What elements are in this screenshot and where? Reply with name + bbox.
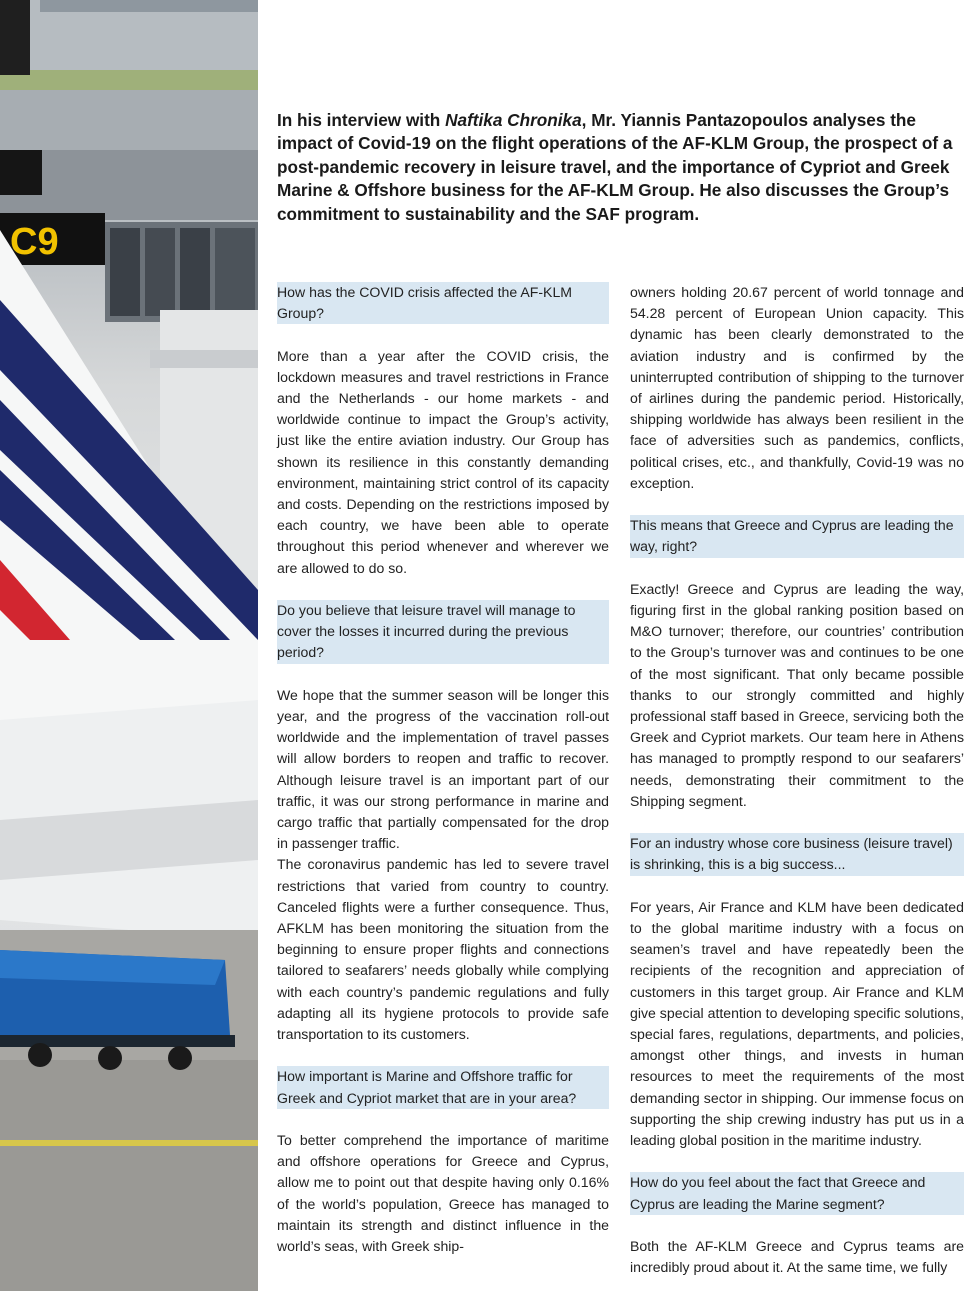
question-leisure-travel: Do you believe that leisure travel will manage to cover the losses it incurred during the previous period? [277,600,609,664]
gate-sign-label: C9 [10,221,59,263]
intro-publication-name: Naftika Chronika [445,110,582,130]
question-covid-impact: How has the COVID crisis affected the AF-KLM Group? [277,282,609,324]
answer-covid-impact: More than a year after the COVID crisis, the lockdown measures and travel restrictions in France and the Netherlands - our home markets - and worldwide continue to impact the Group’s activity, just like the entire aviation industry. Our Group has shown its resilience in this constantly demanding environment, maintaining strict control of its capacity and costs. Depending on the restrictions imposed by each country, we have been able to operate throughout this period whenever and wherever we are allowed to do so. [277,347,609,576]
question-leading-the-way: This means that Greece and Cyprus are leading the way, right? [630,515,964,557]
right-column [630,282,964,1278]
intro-text-rest: , Mr. Yiannis Pantazopoulos analyses the impact of Covid-19 on the flight operations of the AF-KLM Group, the prospect of a post-pandemic recovery in leisure travel, and the importance of Cypriot and Greek Marine & Offshore business for the AF-KLM Group. He also discusses the Group’s commitment to sustainability and the SAF program. [277,110,953,224]
answer-leisure-travel-part2: The coronavirus pandemic has led to severe travel restrictions that varied from country to country. Canceled flights were a further consequence. Thus, AFKLM has been monitoring the situation from the beginning to ensure proper flights and connections tailored to seafarers’ needs globally while complying with each country’s pandemic regulations and fully adapting all its hygiene protocols to provide safe transportation to its customers. [277,856,609,1043]
answer-leading-the-way: Exactly! Greece and Cyprus are leading the way, figuring first in the global ranking position based on M&O turnover; therefore, our countries’ contribution to the Group’s turnover was and continues to be one of the most significant. That only became possible thanks to our strongly committed and highly professional staff based in Greece, servicing both the Greek and Cypriot markets. Our team here in Athens has managed to promptly respond to our seafarers’ needs, demonstrating their commitment to the Shipping segment. [630,580,964,809]
question-big-success: For an industry whose core business (leisure travel) is shrinking, this is a big success... [630,833,964,875]
article-intro [277,109,957,226]
intro-text-start: In his interview with [277,110,446,130]
question-marine-offshore: How important is Marine and Offshore traffic for Greek and Cypriot market that are in your area? [277,1066,609,1108]
answer-big-success: For years, Air France and KLM have been dedicated to the global maritime industry with a focus on seamen’s travel and have repeatedly been the recipients of the recognition and appreciation of customers in this target group. Air France and KLM give special attention to developing specific solutions, special fares, regulations, departments, and policies, amongst other things, and invests in human resources to meet the requirements of the most demanding sector in shipping. Our immense focus on supporting the ship crewing industry has put us in a leading global position in the maritime industry. [630,898,964,1149]
answer-leisure-travel-part1: We hope that the summer season will be longer this year, and the progress of the vaccination roll-out worldwide and the implementation of travel passes will allow borders to reopen and traffic to recover. Although leisure travel is an important part of our traffic, it was our strong performance in marine and cargo traffic that partially compensated for the drop in passenger traffic. [277,686,609,852]
aircraft-photo [0,0,258,1291]
answer-marine-segment: Both the AF-KLM Greece and Cyprus teams are incredibly proud about it. At the same time, we fully [630,1238,964,1276]
airport-scene-illustration [0,0,258,1291]
answer-marine-offshore-continued: owners holding 20.67 percent of world tonnage and 54.28 percent of European Union capacity. This dynamic has been clearly demonstrated to the aviation industry and is confirmed by the uninterrupted contribution of shipping to the turnover of airlines during the pandemic period. Historically, shipping worldwide has always been resilient in the face of adversities such as pandemics, conflicts, political crises, etc., and thankfully, Covid-19 was no exception. [630,284,964,491]
question-marine-segment: How do you feel about the fact that Greece and Cyprus are leading the Marine segment? [630,1172,964,1214]
left-column [277,282,609,1257]
answer-marine-offshore: To better comprehend the importance of maritime and offshore operations for Greece and Cyprus, allow me to point out that despite having only 0.16% of the world’s population, Greece has managed to maintain its strength and distinct influence in the world’s seas, with Greek ship- [277,1132,609,1255]
